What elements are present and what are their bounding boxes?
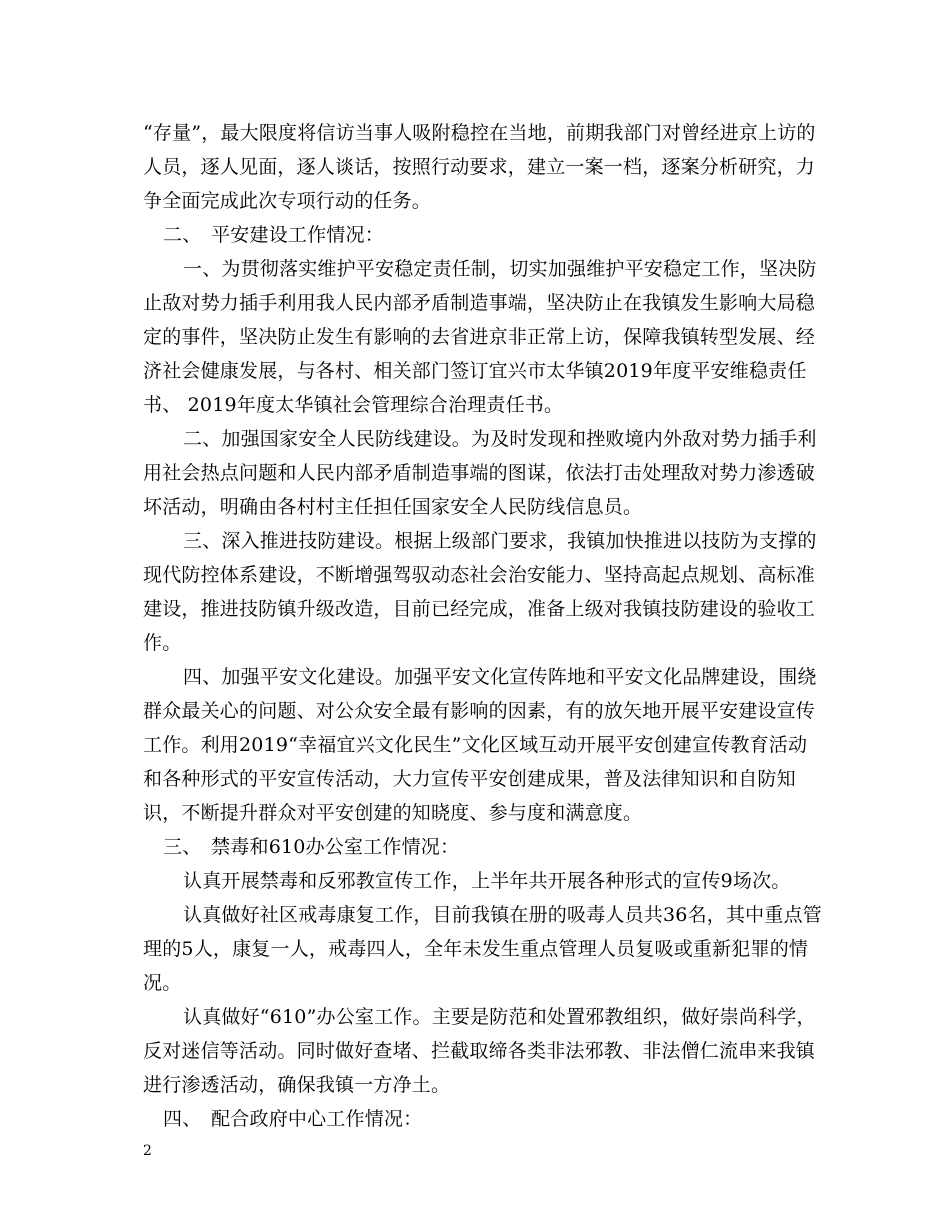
paragraph-610-office: 认真做好“610”办公室工作。主要是防范和处置邪教组织，做好崇尚科学，反对迷信等活动。同时做好查堵、拦截取缔各类非法邪教、非法僧仁流串来我镇进行渗透活动，确保我镇一方净土。	[143, 1006, 816, 1096]
paragraph-publicity: 认真开展禁毒和反邪教宣传工作，上半年共开展各种形式的宣传9场次。	[183, 870, 791, 892]
section-heading-2: 二、 平安建设工作情况：	[163, 224, 384, 246]
paragraph-continuation: “存量”，最大限度将信访当事人吸附稳控在当地，前期我部门对曾经进京上访的人员，逐人见面，逐人谈话，按照行动要求，建立一案一档，逐案分析研究，力争全面完成此次专项行动的任务。	[143, 122, 816, 212]
paragraph-safety-culture: 四、加强平安文化建设。加强平安文化宣传阵地和平安文化品牌建设，围绕群众最关心的问题、对公众安全最有影响的因素，有的放矢地开展平安建设宣传工作。利用2019“幸福宜兴文化民生”文化区域互动开展平安创建宣传教育活动和各种形式的平安宣传活动，大力宣传平安创建成果，普及法律知识和自防知识，不断提升群众对平安创建的知晓度、参与度和满意度。	[143, 666, 817, 824]
document-body	[143, 116, 823, 1136]
section-heading-4: 四、 配合政府中心工作情况：	[163, 1108, 423, 1130]
page-number: 2	[143, 1143, 152, 1159]
paragraph-rehabilitation: 认真做好社区戒毒康复工作，目前我镇在册的吸毒人员共36名，其中重点管理的5人，康复一人，戒毒四人，全年未发生重点管理人员复吸或重新犯罪的情况。	[143, 904, 822, 994]
paragraph-national-security: 二、加强国家安全人民防线建设。为及时发现和挫败境内外敌对势力插手利用社会热点问题和人民内部矛盾制造事端的图谋，依法打击处理敌对势力渗透破坏活动，明确由各村村主任担任国家安全人民防线信息员。	[143, 428, 817, 518]
paragraph-tech-defense: 三、深入推进技防建设。根据上级部门要求，我镇加快推进以技防为支撑的现代防控体系建设，不断增强驾驭动态社会治安能力、坚持高起点规划、高标准建设，推进技防镇升级改造，目前已经完成，准备上级对我镇技防建设的验收工作。	[143, 530, 817, 654]
section-heading-3: 三、 禁毒和610办公室工作情况：	[163, 836, 460, 858]
paragraph-responsibility: 一、为贯彻落实维护平安稳定责任制，切实加强维护平安稳定工作，坚决防止敌对势力插手利用我人民内部矛盾制造事端，坚决防止在我镇发生影响大局稳定的事件，坚决防止发生有影响的去省进京非正常上访，保障我镇转型发展、经济社会健康发展，与各村、相关部门签订宜兴市太华镇2019年度平安维稳责任书、 2019年度太华镇社会管理综合治理责任书。	[143, 258, 817, 416]
